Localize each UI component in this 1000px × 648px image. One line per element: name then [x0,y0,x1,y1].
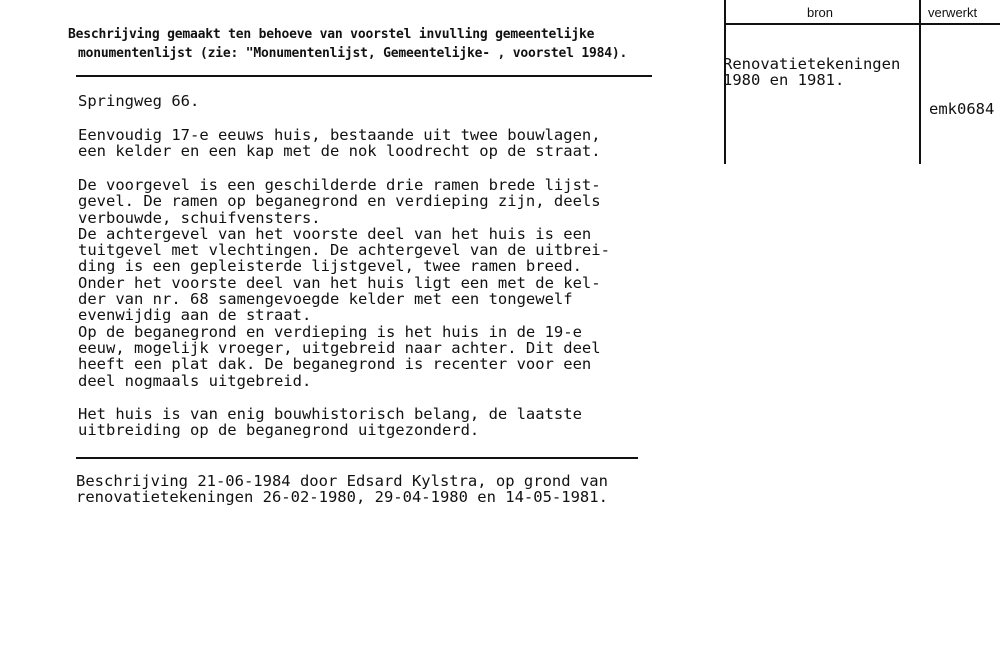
paragraph-description: De voorgevel is een geschilderde drie ramen brede lijst- gevel. De ramen op beganegrond en verdieping zijn, deels verbouwde, schuifvensters. De achtergevel van het voorste deel van het huis is een tuitgevel met vlechtingen. De achtergevel van de uitbrei- ding is een gepleisterde lijstgevel, twee ramen breed. Onder het voorste deel van het huis ligt een met de kel- der van nr. 68 samengevoegde kelder met een tongewelf evenwijdig aan de straat. Op de beganegrond en verdieping is het huis in de 19-e eeuw, mogelijk vroeger, uitgebreid naar achter. Dit deel heeft een plat dak. De beganegrond is recenter voor een deel nogmaals uitgebreid. [78,176,610,390]
column-header-verwerkt: verwerkt [928,5,978,20]
header-line-2: monumentenlijst (zie: "Monumentenlijst, Gemeentelijke- , voorstel 1984). [78,46,628,61]
paragraph-intro: Eenvoudig 17-e eeuws huis, bestaande uit twee bouwlagen, een kelder en een kap met de nok loodrecht op de straat. [78,126,601,161]
address: Springweg 66. [78,92,200,110]
top-divider [76,75,652,77]
description-signature: Beschrijving 21-06-1984 door Edsard Kylstra, op grond van renovatietekeningen 26-02-1980, 29-04-1980 en 14-05-1981. [76,472,608,507]
bottom-divider [76,457,638,459]
cell-bron-value: Renovatietekeningen 1980 en 1981. [723,55,901,90]
header-line-1: Beschrijving gemaakt ten behoeve van voorstel invulling gemeentelijke [68,27,595,42]
paragraph-significance: Het huis is van enig bouwhistorisch belang, de laatste uitbreiding op de beganegrond uitgezonderd. [78,405,582,440]
column-header-bron: bron [807,5,834,20]
table-header-rule [724,23,1000,25]
cell-verwerkt-value: emk0684 [929,100,995,118]
